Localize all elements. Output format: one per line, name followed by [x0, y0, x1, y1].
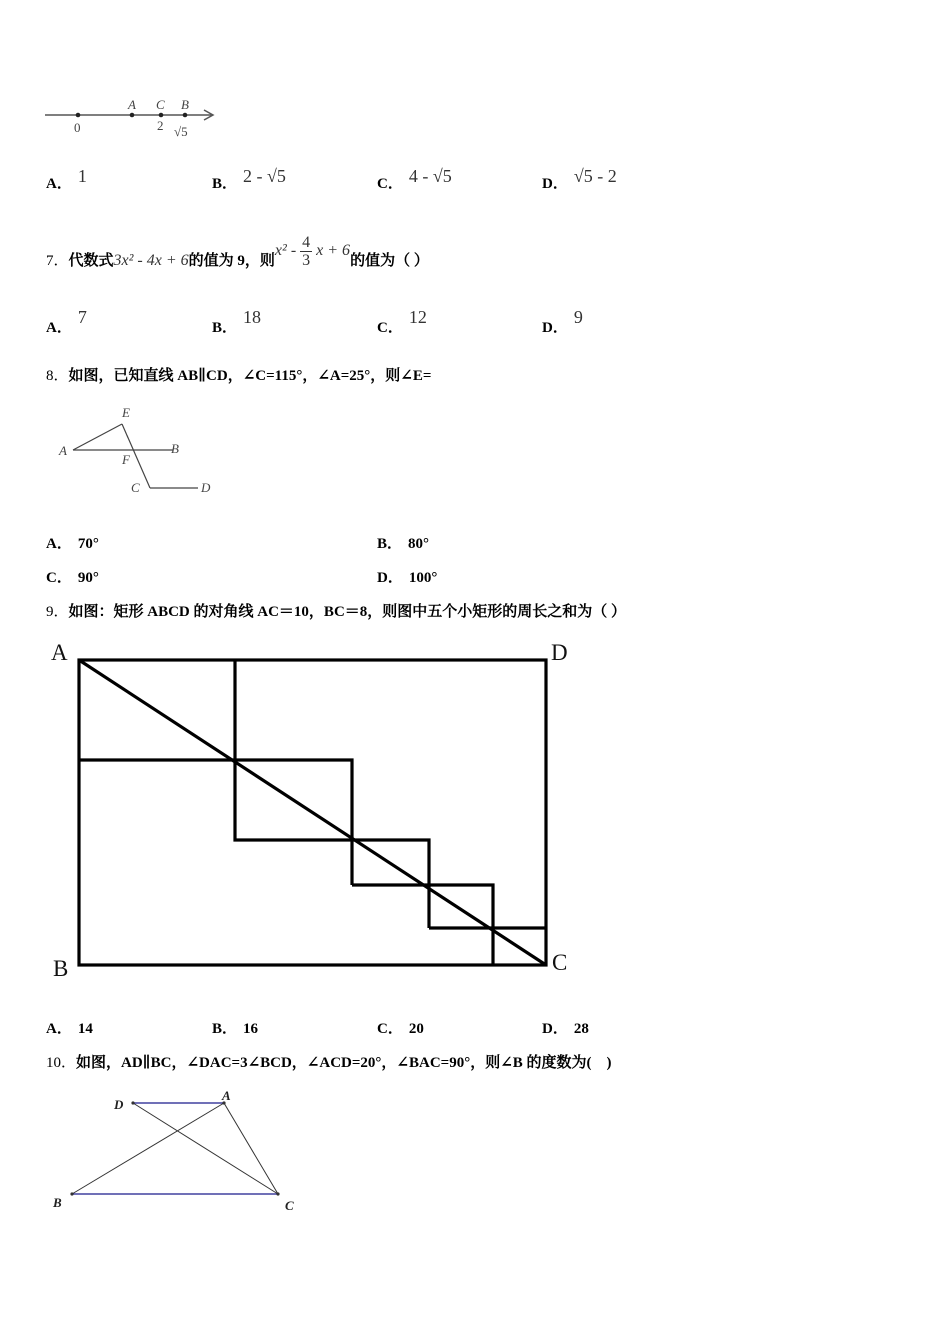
q9-figure: [45, 635, 585, 985]
q9-label-c: C: [552, 950, 568, 975]
numberline-label-a: A: [128, 97, 136, 112]
q8-label-c: C: [131, 480, 140, 495]
q7-option-b[interactable]: B．18: [212, 307, 262, 336]
q6-option-b[interactable]: B． 2 - √5: [212, 166, 286, 192]
q10-label-a: A: [222, 1088, 231, 1103]
q6-option-a[interactable]: A． 1: [46, 166, 87, 192]
q8-label-b: B: [171, 441, 179, 456]
q9-option-d[interactable]: D． 28: [542, 1021, 589, 1037]
question-9: 9．如图：矩形 ABCD 的对角线 AC＝10，BC＝8，则图中五个小矩形的周长之和为（ ）: [46, 604, 627, 620]
q9-label-b: B: [53, 956, 69, 981]
q7-expression-1: 3x² - 4x + 6: [113, 252, 189, 270]
q10-figure: [45, 1085, 315, 1225]
numberline-label-c: C: [156, 97, 165, 112]
q10-label-c: C: [285, 1198, 294, 1213]
q8-label-a: A: [59, 443, 67, 458]
q8-label-d: D: [201, 480, 211, 495]
q8-figure: [55, 400, 225, 500]
q9-option-a[interactable]: A． 14: [46, 1021, 93, 1037]
q8-option-a[interactable]: A． 70°: [46, 536, 99, 552]
q8-label-f: F: [122, 452, 130, 467]
question-8: 8．如图，已知直线 AB∥CD，∠C=115°，∠A=25°，则∠E=: [46, 368, 432, 384]
numberline-label-b: B: [181, 97, 189, 112]
q7-option-a[interactable]: A．7: [46, 307, 87, 336]
q9-option-c[interactable]: C． 20: [377, 1021, 424, 1037]
q8-option-c[interactable]: C． 90°: [46, 570, 99, 586]
number-line-figure: [40, 92, 230, 144]
q6-option-d[interactable]: D． √5 - 2: [542, 166, 617, 192]
q7-option-d[interactable]: D．9: [542, 307, 583, 336]
q8-option-b[interactable]: B． 80°: [377, 536, 430, 552]
q7-expression-2: x² - $\frac{4}{3}$ x + 6: [274, 234, 351, 269]
q8-label-e: E: [122, 405, 130, 420]
numberline-label-zero: 0: [74, 120, 81, 135]
question-10: 10．如图，AD∥BC，∠DAC=3∠BCD，∠ACD=20°，∠BAC=90°，则∠B 的度数为( ): [46, 1055, 612, 1071]
q8-option-d[interactable]: D． 100°: [377, 570, 438, 586]
question-7-number: 7．: [46, 253, 69, 270]
q6-option-c[interactable]: C． 4 - √5: [377, 166, 452, 192]
q10-label-d: D: [114, 1097, 124, 1112]
q9-label-d: D: [551, 640, 568, 665]
q9-option-b[interactable]: B． 16: [212, 1021, 259, 1037]
numberline-label-two: 2: [157, 118, 164, 133]
q9-label-a: A: [51, 640, 68, 665]
q7-option-c[interactable]: C．12: [377, 307, 427, 336]
q10-label-b: B: [53, 1195, 62, 1210]
question-7: 7．代数式3x² - 4x + 6的值为 9，则x² - $\frac{4}{3}$ x + 6的值为（ ）: [46, 234, 429, 270]
numberline-label-sqrt5: √5: [174, 124, 188, 139]
